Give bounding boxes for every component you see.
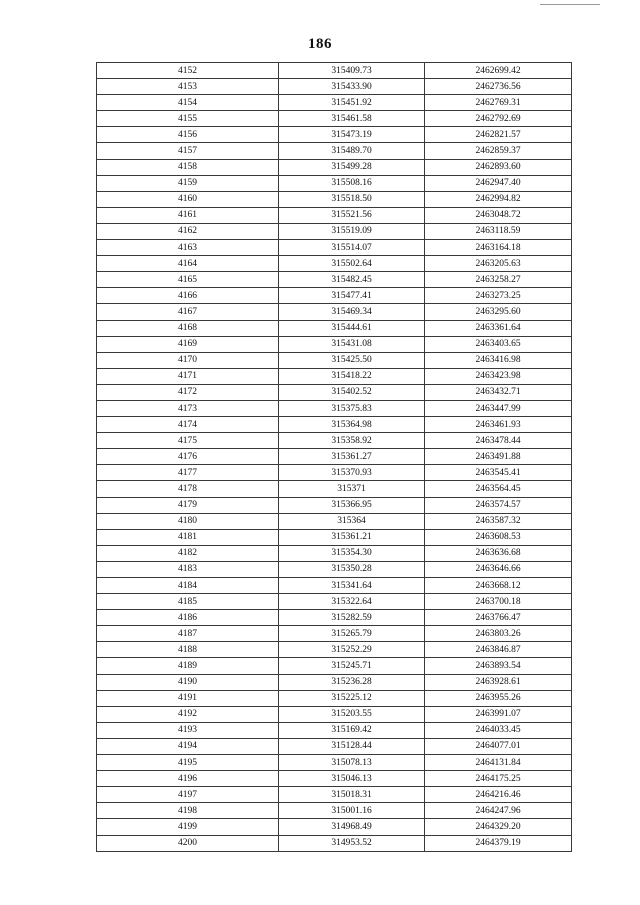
y-coordinate-cell: 2463636.68	[425, 545, 572, 561]
y-coordinate-cell: 2463478.44	[425, 433, 572, 449]
y-coordinate-cell: 2462893.60	[425, 159, 572, 175]
x-coordinate-cell: 315366.95	[279, 497, 425, 513]
y-coordinate-cell: 2464175.25	[425, 771, 572, 787]
table-row	[97, 207, 572, 223]
coordinate-table	[96, 62, 572, 852]
point-number-cell: 4153	[97, 79, 279, 95]
table-row	[97, 417, 572, 433]
table-row	[97, 545, 572, 561]
y-coordinate-cell: 2463432.71	[425, 384, 572, 400]
x-coordinate-cell: 315519.09	[279, 223, 425, 239]
table-row	[97, 835, 572, 851]
table-row	[97, 368, 572, 384]
x-coordinate-cell: 315477.41	[279, 288, 425, 304]
table-row	[97, 400, 572, 416]
y-coordinate-cell: 2463118.59	[425, 223, 572, 239]
point-number-cell: 4198	[97, 803, 279, 819]
point-number-cell: 4183	[97, 561, 279, 577]
point-number-cell: 4188	[97, 642, 279, 658]
y-coordinate-cell: 2463258.27	[425, 272, 572, 288]
point-number-cell: 4162	[97, 223, 279, 239]
y-coordinate-cell: 2463766.47	[425, 610, 572, 626]
x-coordinate-cell: 315046.13	[279, 771, 425, 787]
x-coordinate-cell: 315371	[279, 481, 425, 497]
x-coordinate-cell: 315001.16	[279, 803, 425, 819]
x-coordinate-cell: 315370.93	[279, 465, 425, 481]
x-coordinate-cell: 315018.31	[279, 787, 425, 803]
table-row	[97, 755, 572, 771]
point-number-cell: 4180	[97, 513, 279, 529]
table-row	[97, 690, 572, 706]
x-coordinate-cell: 314953.52	[279, 835, 425, 851]
point-number-cell: 4158	[97, 159, 279, 175]
y-coordinate-cell: 2462859.37	[425, 143, 572, 159]
table-row	[97, 304, 572, 320]
y-coordinate-cell: 2462821.57	[425, 127, 572, 143]
y-coordinate-cell: 2464247.96	[425, 803, 572, 819]
point-number-cell: 4200	[97, 835, 279, 851]
y-coordinate-cell: 2463893.54	[425, 658, 572, 674]
x-coordinate-cell: 315078.13	[279, 755, 425, 771]
x-coordinate-cell: 315518.50	[279, 191, 425, 207]
y-coordinate-cell: 2463608.53	[425, 529, 572, 545]
point-number-cell: 4181	[97, 529, 279, 545]
table-row	[97, 433, 572, 449]
y-coordinate-cell: 2463955.26	[425, 690, 572, 706]
table-row	[97, 722, 572, 738]
x-coordinate-cell: 315425.50	[279, 352, 425, 368]
point-number-cell: 4163	[97, 240, 279, 256]
y-coordinate-cell: 2463164.18	[425, 240, 572, 256]
x-coordinate-cell: 315473.19	[279, 127, 425, 143]
point-number-cell: 4192	[97, 706, 279, 722]
x-coordinate-cell: 315402.52	[279, 384, 425, 400]
table-row	[97, 803, 572, 819]
y-coordinate-cell: 2462994.82	[425, 191, 572, 207]
x-coordinate-cell: 315245.71	[279, 658, 425, 674]
y-coordinate-cell: 2463205.63	[425, 256, 572, 272]
x-coordinate-cell: 315364.98	[279, 417, 425, 433]
y-coordinate-cell: 2463564.45	[425, 481, 572, 497]
y-coordinate-cell: 2463668.12	[425, 578, 572, 594]
x-coordinate-cell: 315444.61	[279, 320, 425, 336]
point-number-cell: 4154	[97, 95, 279, 111]
y-coordinate-cell: 2464216.46	[425, 787, 572, 803]
table-row	[97, 642, 572, 658]
table-row	[97, 336, 572, 352]
point-number-cell: 4171	[97, 368, 279, 384]
point-number-cell: 4190	[97, 674, 279, 690]
x-coordinate-cell: 315409.73	[279, 63, 425, 79]
point-number-cell: 4196	[97, 771, 279, 787]
table-row	[97, 159, 572, 175]
point-number-cell: 4194	[97, 738, 279, 754]
table-row	[97, 626, 572, 642]
point-number-cell: 4166	[97, 288, 279, 304]
point-number-cell: 4193	[97, 722, 279, 738]
point-number-cell: 4176	[97, 449, 279, 465]
point-number-cell: 4174	[97, 417, 279, 433]
point-number-cell: 4173	[97, 400, 279, 416]
table-row	[97, 481, 572, 497]
table-row	[97, 497, 572, 513]
x-coordinate-cell: 315418.22	[279, 368, 425, 384]
point-number-cell: 4160	[97, 191, 279, 207]
x-coordinate-cell: 315469.34	[279, 304, 425, 320]
y-coordinate-cell: 2463048.72	[425, 207, 572, 223]
point-number-cell: 4189	[97, 658, 279, 674]
x-coordinate-cell: 315128.44	[279, 738, 425, 754]
x-coordinate-cell: 314968.49	[279, 819, 425, 835]
y-coordinate-cell: 2462699.42	[425, 63, 572, 79]
table-row	[97, 787, 572, 803]
table-row	[97, 240, 572, 256]
table-row	[97, 384, 572, 400]
x-coordinate-cell: 315169.42	[279, 722, 425, 738]
y-coordinate-cell: 2464379.19	[425, 835, 572, 851]
table-row	[97, 465, 572, 481]
x-coordinate-cell: 315225.12	[279, 690, 425, 706]
x-coordinate-cell: 315361.27	[279, 449, 425, 465]
table-row	[97, 143, 572, 159]
table-row	[97, 738, 572, 754]
table-row	[97, 79, 572, 95]
page-number: 186	[308, 36, 332, 52]
point-number-cell: 4159	[97, 175, 279, 191]
x-coordinate-cell: 315361.21	[279, 529, 425, 545]
y-coordinate-cell: 2464329.20	[425, 819, 572, 835]
x-coordinate-cell: 315451.92	[279, 95, 425, 111]
point-number-cell: 4199	[97, 819, 279, 835]
point-number-cell: 4157	[97, 143, 279, 159]
y-coordinate-cell: 2463700.18	[425, 594, 572, 610]
table-row	[97, 111, 572, 127]
point-number-cell: 4156	[97, 127, 279, 143]
y-coordinate-cell: 2463416.98	[425, 352, 572, 368]
x-coordinate-cell: 315502.64	[279, 256, 425, 272]
table-row	[97, 578, 572, 594]
table-row	[97, 223, 572, 239]
y-coordinate-cell: 2462947.40	[425, 175, 572, 191]
point-number-cell: 4184	[97, 578, 279, 594]
x-coordinate-cell: 315354.30	[279, 545, 425, 561]
x-coordinate-cell: 315489.70	[279, 143, 425, 159]
point-number-cell: 4155	[97, 111, 279, 127]
y-coordinate-cell: 2463646.66	[425, 561, 572, 577]
table-row	[97, 95, 572, 111]
y-coordinate-cell: 2462736.56	[425, 79, 572, 95]
x-coordinate-cell: 315341.64	[279, 578, 425, 594]
table-row	[97, 63, 572, 79]
x-coordinate-cell: 315431.08	[279, 336, 425, 352]
point-number-cell: 4164	[97, 256, 279, 272]
x-coordinate-cell: 315375.83	[279, 400, 425, 416]
x-coordinate-cell: 315322.64	[279, 594, 425, 610]
table-row	[97, 320, 572, 336]
table-row	[97, 513, 572, 529]
point-number-cell: 4152	[97, 63, 279, 79]
y-coordinate-cell: 2464131.84	[425, 755, 572, 771]
x-coordinate-cell: 315282.59	[279, 610, 425, 626]
x-coordinate-cell: 315521.56	[279, 207, 425, 223]
table-row	[97, 449, 572, 465]
y-coordinate-cell: 2463803.26	[425, 626, 572, 642]
table-row	[97, 674, 572, 690]
table-row	[97, 175, 572, 191]
coordinate-table-body	[97, 63, 572, 852]
point-number-cell: 4172	[97, 384, 279, 400]
y-coordinate-cell: 2463928.61	[425, 674, 572, 690]
y-coordinate-cell: 2463846.87	[425, 642, 572, 658]
table-row	[97, 561, 572, 577]
table-row	[97, 127, 572, 143]
table-row	[97, 272, 572, 288]
point-number-cell: 4170	[97, 352, 279, 368]
table-row	[97, 288, 572, 304]
x-coordinate-cell: 315265.79	[279, 626, 425, 642]
x-coordinate-cell: 315499.28	[279, 159, 425, 175]
x-coordinate-cell: 315350.28	[279, 561, 425, 577]
y-coordinate-cell: 2463461.93	[425, 417, 572, 433]
point-number-cell: 4197	[97, 787, 279, 803]
top-edge-rule	[540, 4, 600, 5]
y-coordinate-cell: 2463991.07	[425, 706, 572, 722]
point-number-cell: 4182	[97, 545, 279, 561]
point-number-cell: 4161	[97, 207, 279, 223]
table-row	[97, 771, 572, 787]
table-row	[97, 658, 572, 674]
y-coordinate-cell: 2463574.57	[425, 497, 572, 513]
y-coordinate-cell: 2463587.32	[425, 513, 572, 529]
point-number-cell: 4177	[97, 465, 279, 481]
y-coordinate-cell: 2462792.69	[425, 111, 572, 127]
y-coordinate-cell: 2463403.65	[425, 336, 572, 352]
table-row	[97, 610, 572, 626]
point-number-cell: 4187	[97, 626, 279, 642]
x-coordinate-cell: 315461.58	[279, 111, 425, 127]
table-row	[97, 594, 572, 610]
table-row	[97, 191, 572, 207]
table-row	[97, 529, 572, 545]
point-number-cell: 4191	[97, 690, 279, 706]
x-coordinate-cell: 315203.55	[279, 706, 425, 722]
point-number-cell: 4185	[97, 594, 279, 610]
y-coordinate-cell: 2463491.88	[425, 449, 572, 465]
y-coordinate-cell: 2463361.64	[425, 320, 572, 336]
y-coordinate-cell: 2463447.99	[425, 400, 572, 416]
y-coordinate-cell: 2462769.31	[425, 95, 572, 111]
table-row	[97, 256, 572, 272]
y-coordinate-cell: 2464033.45	[425, 722, 572, 738]
point-number-cell: 4167	[97, 304, 279, 320]
x-coordinate-cell: 315433.90	[279, 79, 425, 95]
x-coordinate-cell: 315514.07	[279, 240, 425, 256]
x-coordinate-cell: 315364	[279, 513, 425, 529]
x-coordinate-cell: 315358.92	[279, 433, 425, 449]
y-coordinate-cell: 2464077.01	[425, 738, 572, 754]
point-number-cell: 4186	[97, 610, 279, 626]
y-coordinate-cell: 2463295.60	[425, 304, 572, 320]
point-number-cell: 4168	[97, 320, 279, 336]
point-number-cell: 4175	[97, 433, 279, 449]
table-row	[97, 706, 572, 722]
point-number-cell: 4179	[97, 497, 279, 513]
y-coordinate-cell: 2463545.41	[425, 465, 572, 481]
x-coordinate-cell: 315236.28	[279, 674, 425, 690]
table-row	[97, 819, 572, 835]
point-number-cell: 4178	[97, 481, 279, 497]
table-row	[97, 352, 572, 368]
point-number-cell: 4165	[97, 272, 279, 288]
point-number-cell: 4195	[97, 755, 279, 771]
point-number-cell: 4169	[97, 336, 279, 352]
x-coordinate-cell: 315252.29	[279, 642, 425, 658]
y-coordinate-cell: 2463423.98	[425, 368, 572, 384]
x-coordinate-cell: 315482.45	[279, 272, 425, 288]
x-coordinate-cell: 315508.16	[279, 175, 425, 191]
y-coordinate-cell: 2463273.25	[425, 288, 572, 304]
